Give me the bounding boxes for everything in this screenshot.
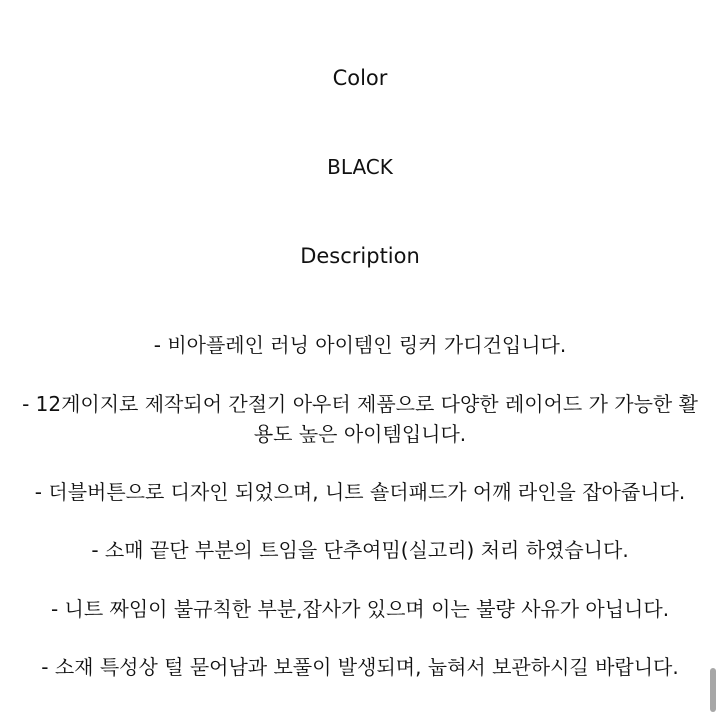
description-line: 용도 높은 아이템입니다. — [253, 422, 467, 446]
description-line: - 소매 끝단 부분의 트임을 단추여밈(실고리) 처리 하였습니다. — [91, 538, 629, 562]
description-line: - 더블버튼으로 디자인 되었으며, 니트 숄더패드가 어깨 라인을 잡아줍니다. — [34, 480, 686, 504]
description-heading: Description — [300, 244, 420, 268]
description-line: - 니트 짜임이 불규칙한 부분,잡사가 있으며 이는 불량 사유가 아닙니다. — [50, 597, 670, 621]
description-line: - 소재 특성상 털 묻어남과 보풀이 발생되며, 눕혀서 보관하시길 바랍니다. — [41, 655, 679, 679]
vertical-scrollbar[interactable] — [710, 668, 716, 712]
description-line: - 12게이지로 제작되어 간절기 아우터 제품으로 다양한 레이어드 가 가능한 활 — [22, 392, 698, 416]
description-line: - 비아플레인 러닝 아이템인 링커 가디건입니다. — [153, 333, 567, 357]
color-value: BLACK — [327, 155, 393, 179]
color-heading: Color — [332, 66, 388, 90]
